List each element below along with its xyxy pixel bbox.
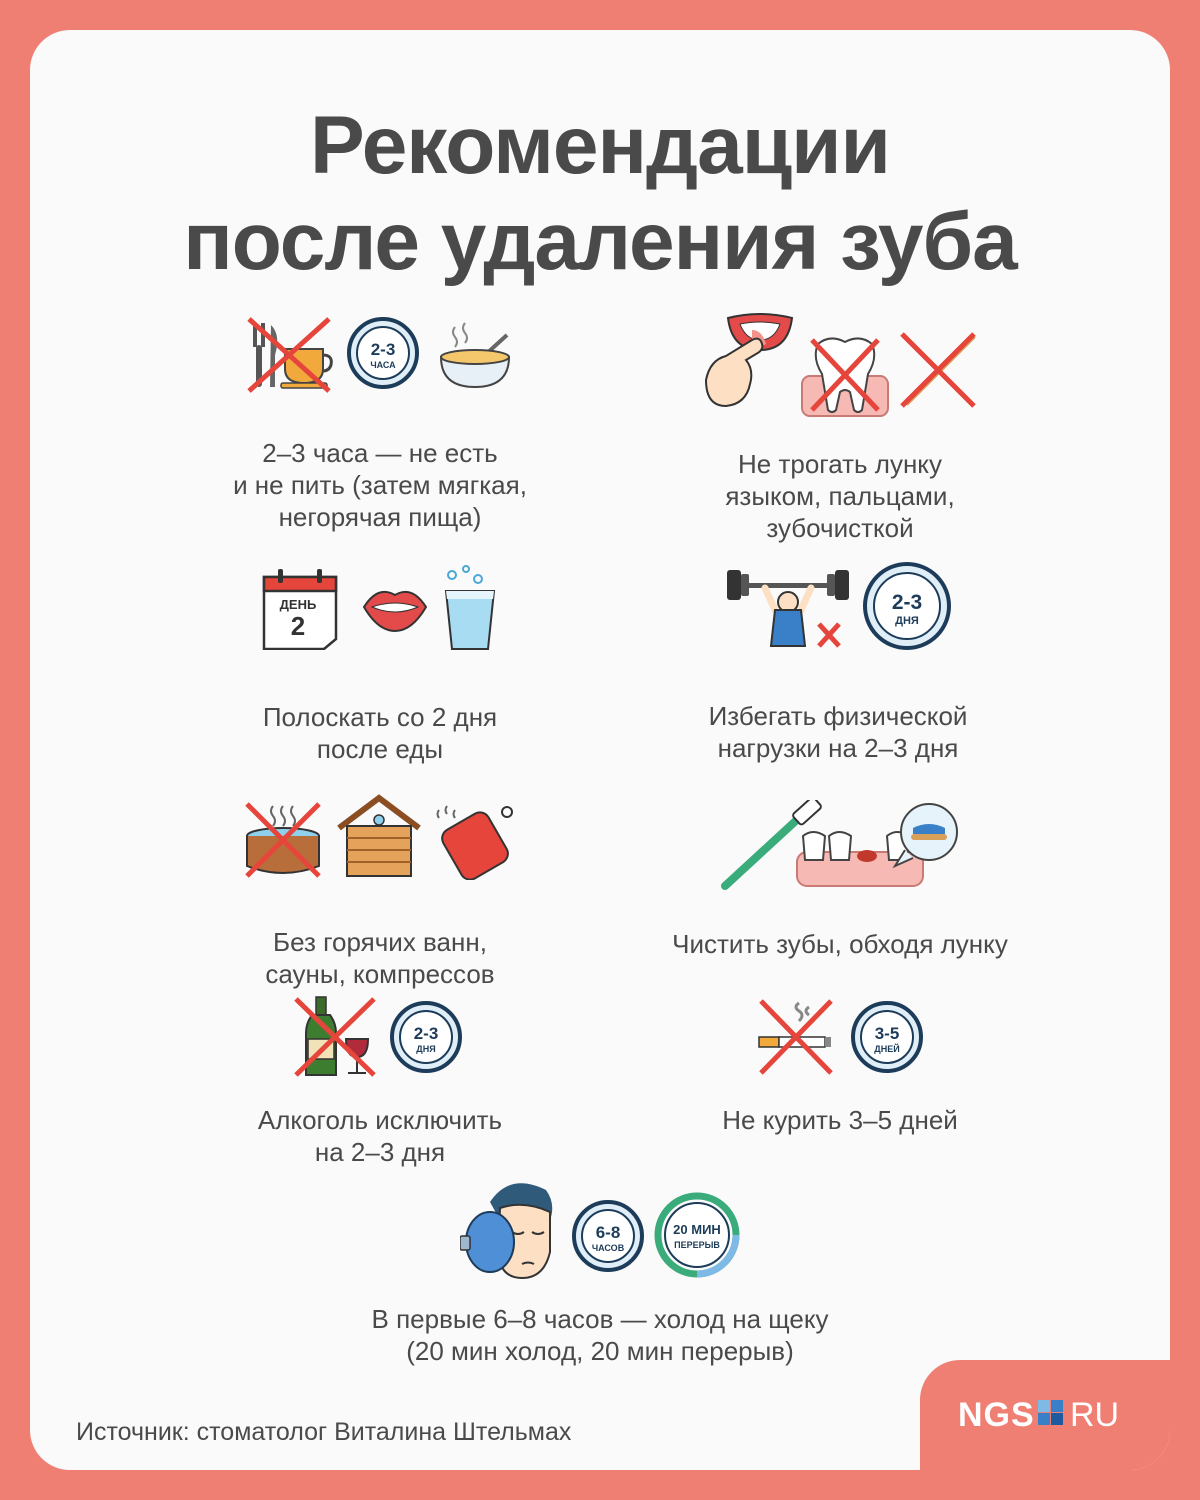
face-ice-pack-icon <box>460 1172 570 1287</box>
clock-bottom-text: ЧАСА <box>370 360 396 370</box>
clock-top-text: 2-3 <box>413 1024 439 1043</box>
calendar-label: ДЕНЬ <box>279 597 317 612</box>
hot-compress-icon <box>433 800 518 880</box>
toothpick-crossed-icon <box>896 328 980 412</box>
page-title <box>30 98 1170 290</box>
clock-icon <box>861 560 953 652</box>
sauna-house-icon <box>335 792 423 880</box>
recommendation-caption: Не трогать лунку языком, пальцами, зубочисткой <box>725 449 955 543</box>
lips-icon <box>360 583 430 633</box>
logo-ngs-text: NGS <box>958 1396 1035 1434</box>
toothpaste-bubble-icon <box>891 800 961 870</box>
clock-icon <box>345 315 421 391</box>
recommendation-no-touching <box>580 310 1100 544</box>
infographic-card <box>30 30 1170 1470</box>
wine-crossed-icon <box>290 995 380 1080</box>
soup-bowl-icon <box>435 315 515 395</box>
weightlifter-crossed-icon <box>723 560 853 652</box>
title-line-2: после удаления зуба <box>183 196 1017 287</box>
recommendation-no-exercise <box>578 560 1098 764</box>
recommendation-caption: Полоскать со 2 дня после еды <box>262 702 498 764</box>
clock-icon <box>570 1198 646 1274</box>
recommendation-no-smoking <box>580 995 1100 1136</box>
clock-top-text: 6-8 <box>595 1223 621 1242</box>
clock-top-text: 2-3 <box>370 340 396 359</box>
recommendation-caption: Чистить зубы, обходя лунку <box>672 929 1008 959</box>
clock-top-text: 2-3 <box>891 591 923 614</box>
recommendation-caption: Не курить 3–5 дней <box>722 1105 958 1135</box>
cigarette-crossed-icon <box>755 997 835 1077</box>
hot-tub-crossed-icon <box>243 800 323 880</box>
recommendation-no-alcohol <box>120 995 640 1168</box>
logo-ru-text: RU <box>1070 1396 1120 1434</box>
recommendation-caption: Избегать физической нагрузки на 2–3 дня <box>708 701 968 763</box>
clock-icon <box>388 999 464 1075</box>
calendar-icon <box>260 565 340 650</box>
recommendation-caption: Без горячих ванн, сауны, компрессов <box>265 927 495 989</box>
ngs-logo[interactable] <box>920 1360 1170 1470</box>
water-glass-icon <box>440 565 500 653</box>
clock-bottom-text: ЧАСОВ <box>591 1243 625 1253</box>
source-note: Источник: стоматолог Виталина Штельмах <box>76 1418 572 1446</box>
timer-bottom-text: ПЕРЕРЫВ <box>674 1240 720 1250</box>
calendar-day: 2 <box>290 611 306 641</box>
clock-icon <box>849 999 925 1075</box>
recommendation-brush-teeth <box>580 800 1100 960</box>
title-line-1: Рекомендации <box>310 100 890 191</box>
timer-top-text: 20 МИН <box>673 1222 721 1237</box>
clock-bottom-text: ДНЯ <box>416 1044 436 1054</box>
recommendation-cold-compress <box>340 1172 860 1367</box>
clock-bottom-text: ДНЕЙ <box>874 1044 900 1054</box>
recommendation-rinse <box>120 565 640 765</box>
timer-ring-icon <box>654 1192 740 1278</box>
logo-square-icon <box>1038 1400 1064 1426</box>
recommendation-no-hot-baths <box>120 792 640 990</box>
recommendation-no-eating <box>120 315 640 533</box>
cutlery-cup-crossed-icon <box>245 315 335 395</box>
clock-bottom-text: ДНЯ <box>895 615 919 627</box>
tooth-crossed-icon <box>800 330 890 420</box>
recommendation-caption: Алкоголь исключить на 2–3 дня <box>257 1105 503 1167</box>
recommendation-caption: В первые 6–8 часов — холод на щеку (20 мин холод, 20 мин перерыв) <box>371 1304 829 1366</box>
recommendation-caption: 2–3 часа — не есть и не пить (затем мягкая, негорячая пища) <box>233 438 527 532</box>
clock-top-text: 3-5 <box>874 1024 900 1043</box>
mouth-finger-icon <box>700 310 800 410</box>
